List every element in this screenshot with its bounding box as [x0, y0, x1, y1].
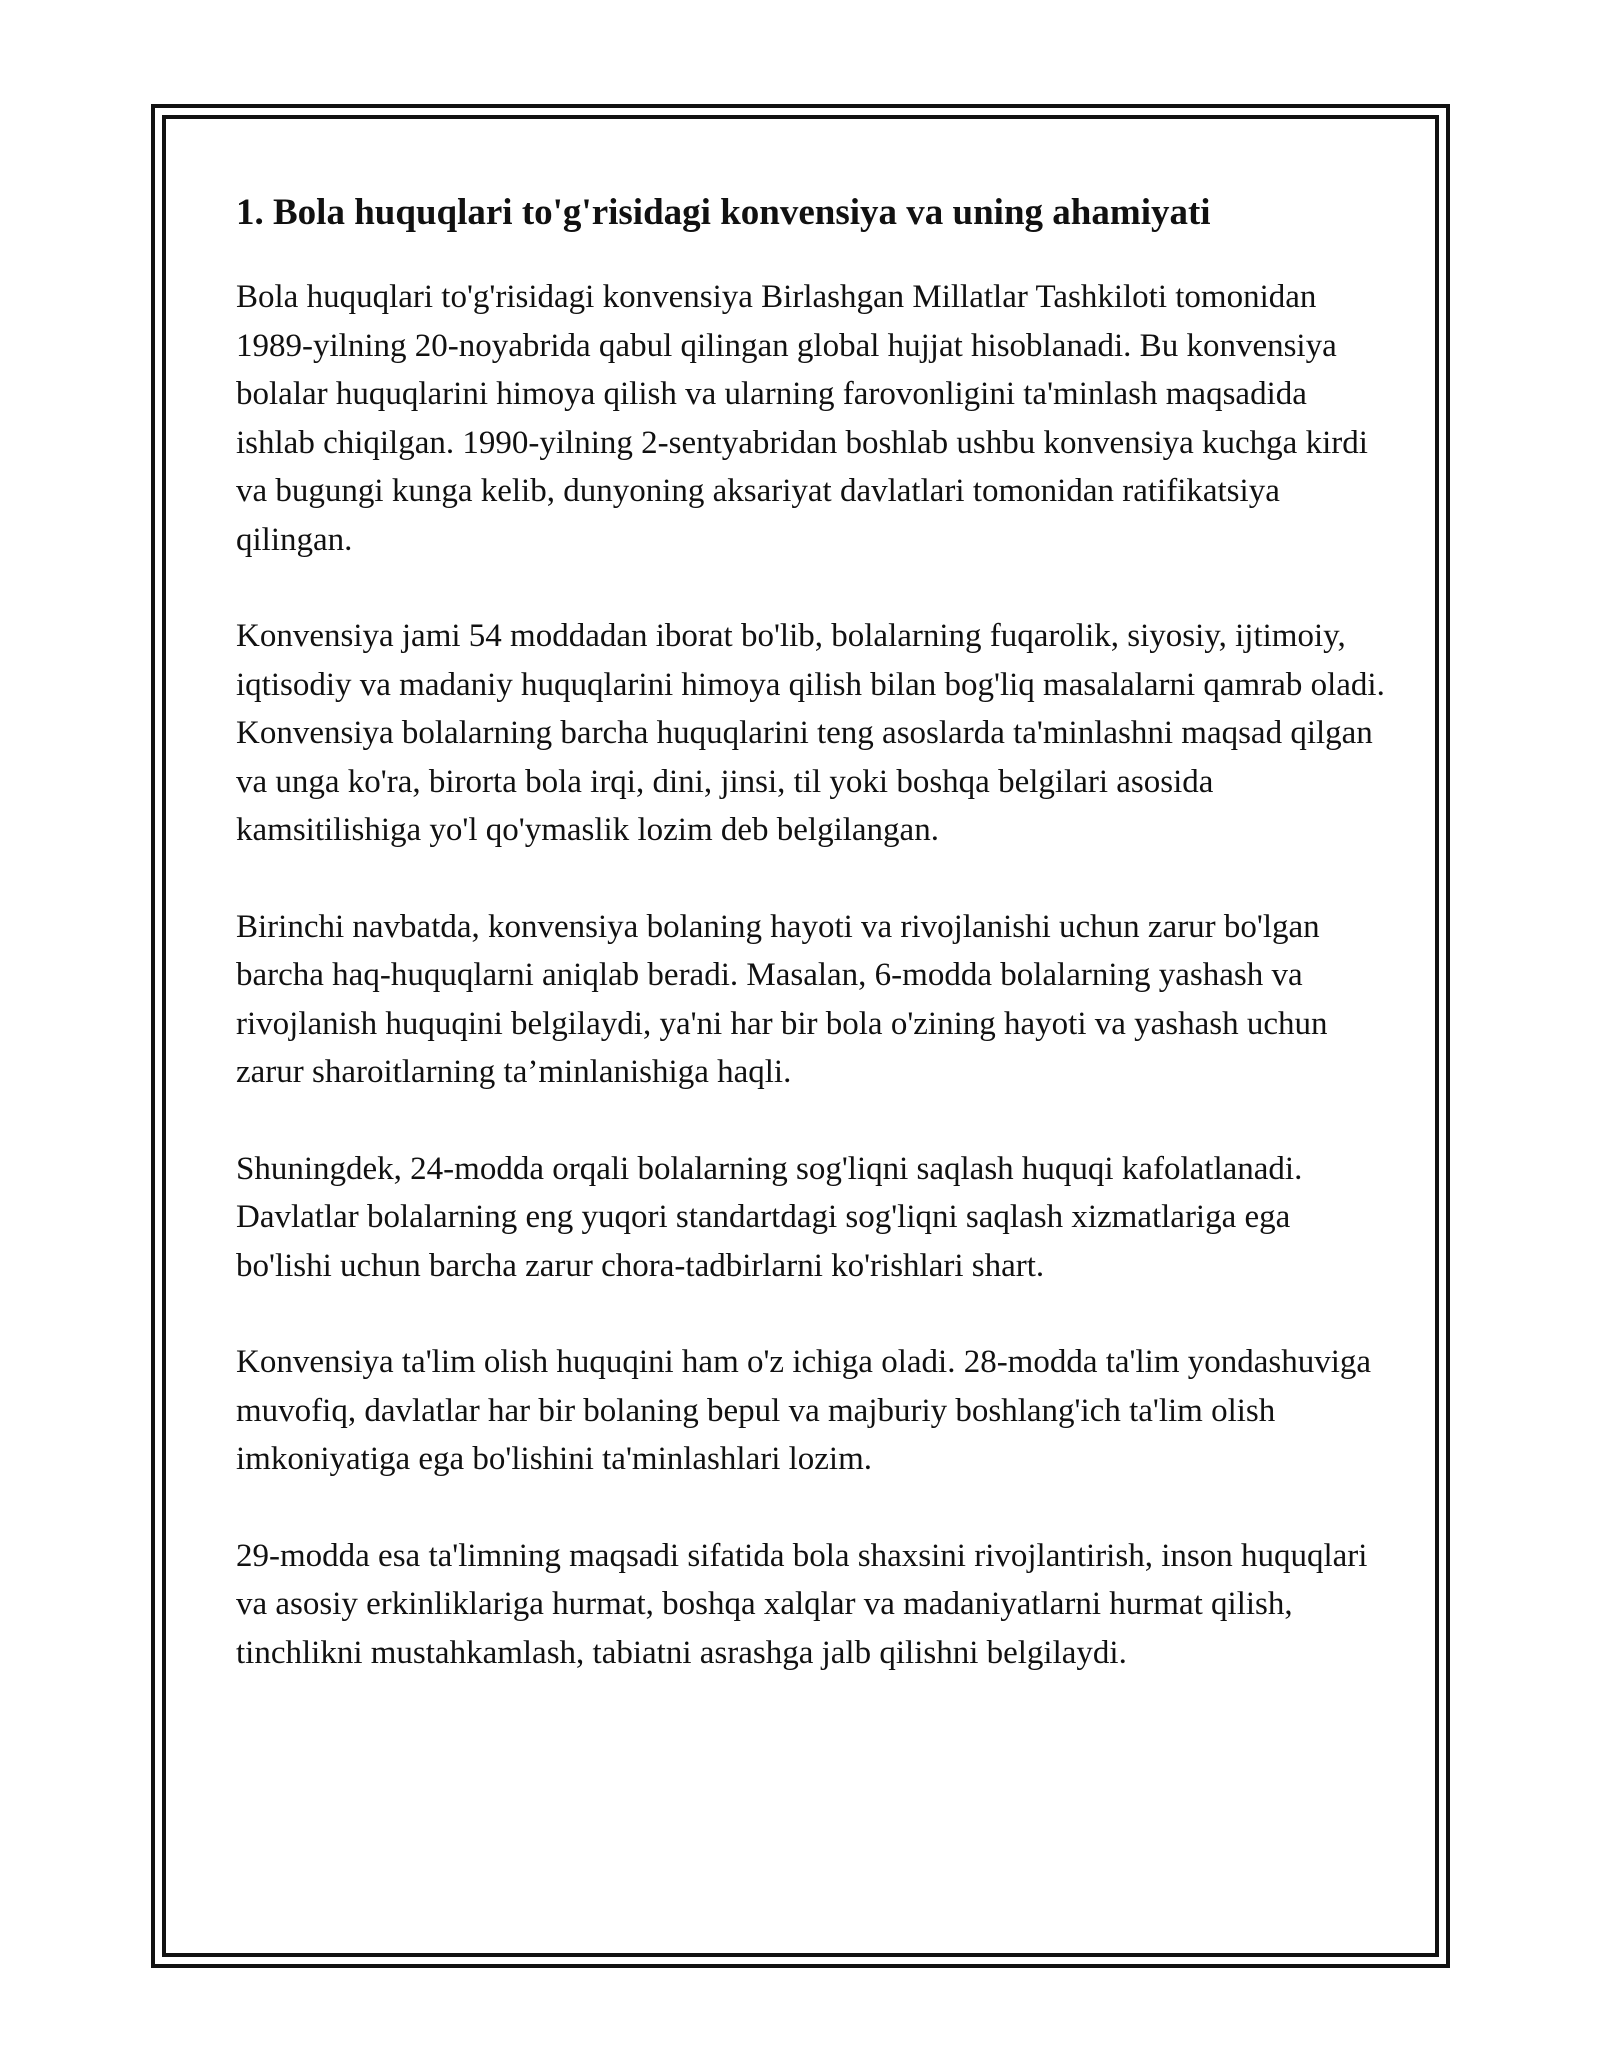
paragraph-2: Konvensiya jami 54 moddadan iborat bo'lib, bolalarning fuqarolik, siyosiy, ijtimoiy, iqtisodiy va madaniy huquqlarini himoya qilish bilan bog'liq masalalarni qamrab oladi. Konvensiya bolalarning barcha huquqlarini teng asoslarda ta'minlashni maqsad qilgan va unga ko'ra, birorta bola irqi, dini, jinsi, til yoki boshqa belgilari asosida kamsitilishiga yo'l qo'ymaslik lozim deb belgilangan. — [236, 618, 1385, 848]
paragraph-6: 29-modda esa ta'limning maqsadi sifatida bola shaxsini rivojlantirish, inson huquqlari va asosiy erkinliklariga hurmat, boshqa xalqlar va madaniyatlarni hurmat qilish, tinchlikni mustahkamlash, tabiatni asrashga jalb qilishni belgilaydi. — [236, 1537, 1368, 1671]
paragraph-3: Birinchi navbatda, konvensiya bolaning hayoti va rivojlanishi uchun zarur bo'lgan barcha haq-huquqlarni aniqlab beradi. Masalan, 6-modda bolalarning yashash va rivojlanish huquqini belgilaydi, ya'ni har bir bola o'zining hayoti va yashash uchun zarur sharoitlarning ta’minlanishiga haqli. — [236, 908, 1328, 1090]
paragraph-5: Konvensiya ta'lim olish huquqini ham o'z ichiga oladi. 28-modda ta'lim yondashuviga muvofiq, davlatlar har bir bolaning bepul va majburiy boshlang'ich ta'lim olish imkoniyatiga ega bo'lishini ta'minlashlari lozim. — [236, 1344, 1372, 1477]
paragraph-4: Shuningdek, 24-modda orqali bolalarning sog'liqni saqlash huquqi kafolatlanadi. Davlatlar bolalarning eng yuqori standartdagi sog'liqni saqlash xizmatlariga ega bo'lishi uchun barcha zarur chora-tadbirlarni ko'rishlari shart. — [236, 1150, 1303, 1284]
paragraph-1: Bola huquqlari to'g'risidagi konvensiya Birlashgan Millatlar Tashkiloti tomonidan 1989-yilning 20-noyabrida qabul qilingan global hujjat hisoblanadi. Bu konvensiya bolalar huquqlarini himoya qilish va ularning farovonligini ta'minlash maqsadida ishlab chiqilgan. 1990-yilning 2-sentyabridan boshlab ushbu konvensiya kuchga kirdi va bugungi kunga kelib, dunyoning aksariyat davlatlari tomonidan ratifikatsiya qilingan. — [236, 279, 1368, 558]
document-title: 1. Bola huquqlari to'g'risidagi konvensiya va uning ahamiyati — [236, 192, 1211, 233]
document-body — [236, 186, 1386, 1677]
